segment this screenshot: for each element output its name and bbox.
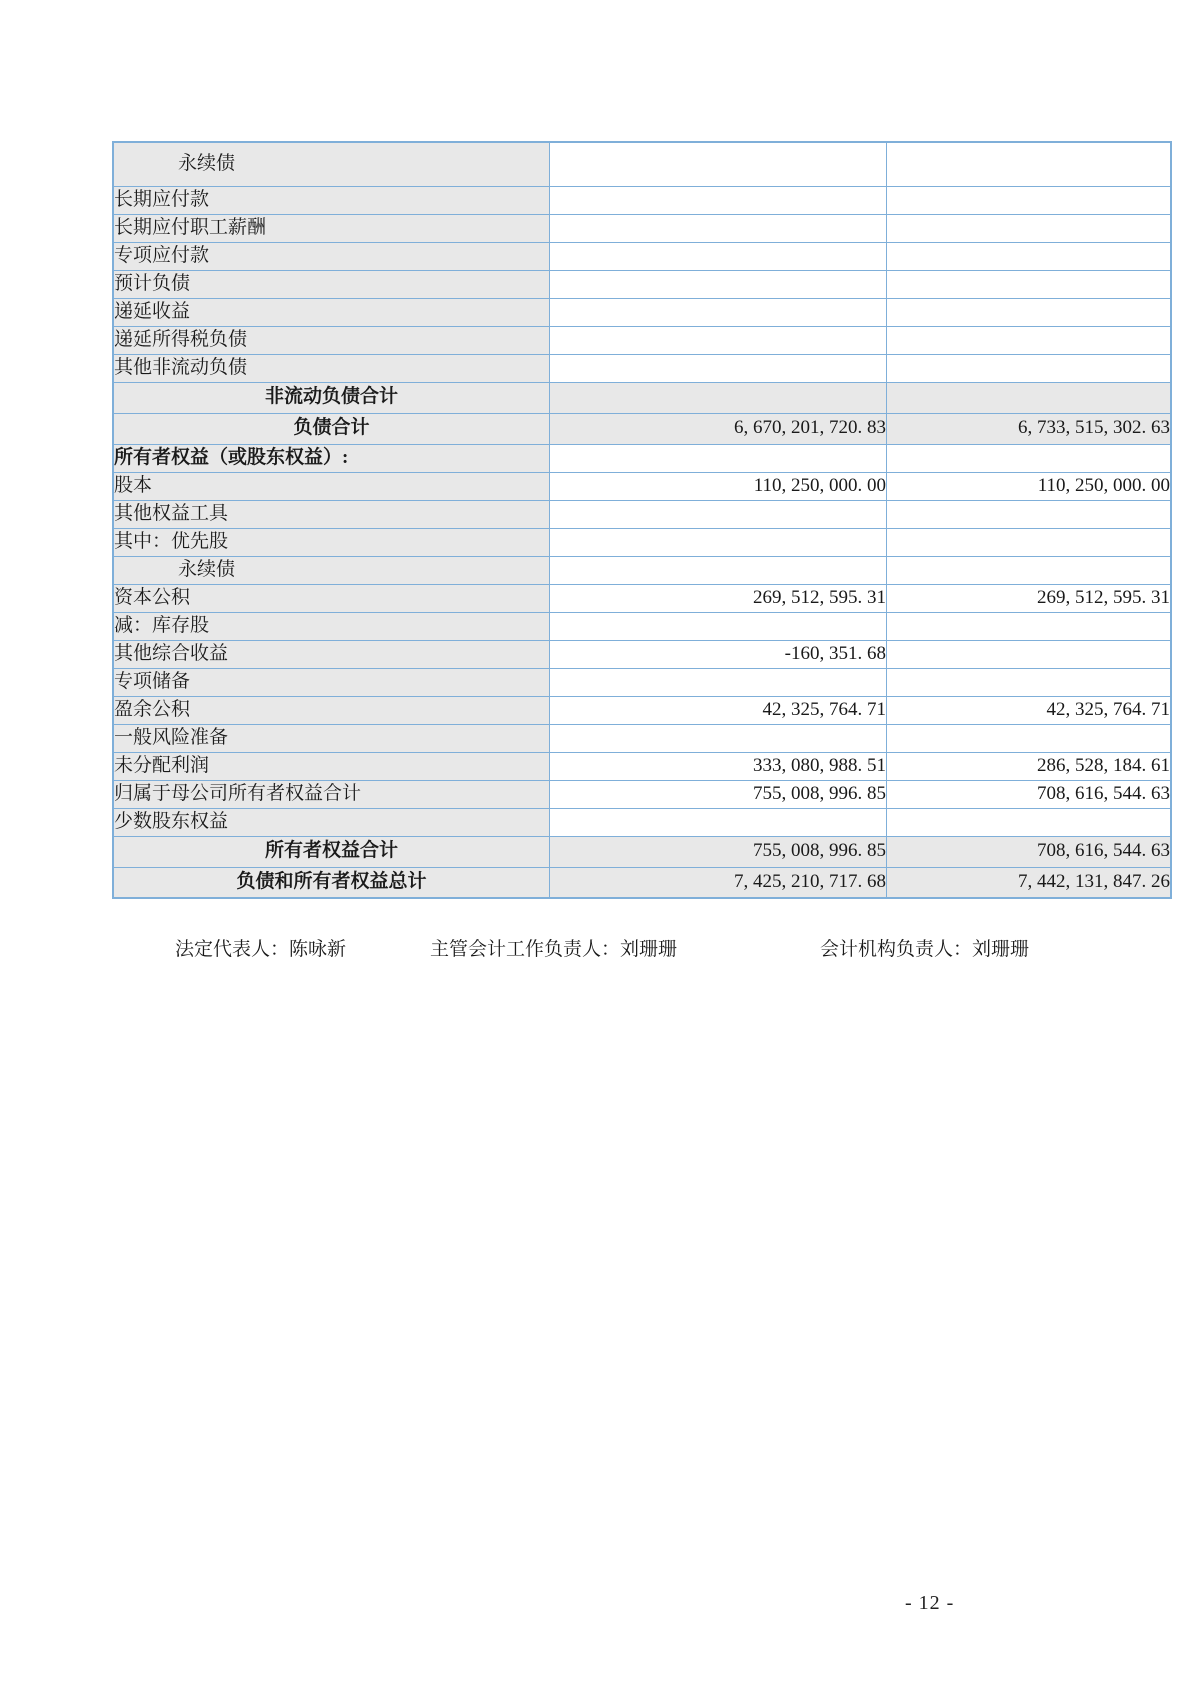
- value-current: [550, 528, 887, 556]
- value-current: [550, 382, 887, 413]
- table-row: [113, 444, 1171, 472]
- value-prior: [887, 724, 1172, 752]
- row-label: 所有者权益（或股东权益）:: [113, 444, 550, 472]
- row-label: 递延收益: [113, 298, 550, 326]
- balance-sheet-table: [112, 141, 1172, 899]
- row-label: 一般风险准备: [113, 724, 550, 752]
- row-label: 资本公积: [113, 584, 550, 612]
- row-label: 其他综合收益: [113, 640, 550, 668]
- value-current: 110, 250, 000. 00: [550, 472, 887, 500]
- table-row: [113, 472, 1171, 500]
- table-row: [113, 724, 1171, 752]
- row-label: 预计负债: [113, 270, 550, 298]
- value-prior: 286, 528, 184. 61: [887, 752, 1172, 780]
- row-label: 归属于母公司所有者权益合计: [113, 780, 550, 808]
- row-label: 专项应付款: [113, 242, 550, 270]
- value-prior: [887, 668, 1172, 696]
- value-current: [550, 500, 887, 528]
- row-label: 所有者权益合计: [113, 836, 550, 867]
- value-prior: 7, 442, 131, 847. 26: [887, 867, 1172, 898]
- value-prior: 708, 616, 544. 63: [887, 836, 1172, 867]
- value-current: 755, 008, 996. 85: [550, 780, 887, 808]
- value-current: [550, 326, 887, 354]
- value-current: -160, 351. 68: [550, 640, 887, 668]
- row-label: 减：库存股: [113, 612, 550, 640]
- value-prior: [887, 444, 1172, 472]
- row-label: 其他权益工具: [113, 500, 550, 528]
- table-row: [113, 668, 1171, 696]
- table-row: [113, 382, 1171, 413]
- value-current: [550, 724, 887, 752]
- row-label: 递延所得税负债: [113, 326, 550, 354]
- table-row: [113, 640, 1171, 668]
- chief-accounting-officer: 主管会计工作负责人：刘珊珊: [430, 939, 678, 960]
- table-row: [113, 142, 1171, 186]
- value-current: [550, 242, 887, 270]
- value-prior: 6, 733, 515, 302. 63: [887, 413, 1172, 444]
- row-label: 长期应付款: [113, 186, 550, 214]
- row-label: 负债合计: [113, 413, 550, 444]
- value-current: 42, 325, 764. 71: [550, 696, 887, 724]
- value-prior: [887, 354, 1172, 382]
- table-row: [113, 612, 1171, 640]
- table-row: [113, 214, 1171, 242]
- value-prior: [887, 612, 1172, 640]
- value-prior: 708, 616, 544. 63: [887, 780, 1172, 808]
- value-prior: [887, 270, 1172, 298]
- value-prior: [887, 326, 1172, 354]
- value-prior: [887, 640, 1172, 668]
- table-row: [113, 270, 1171, 298]
- value-prior: [887, 298, 1172, 326]
- row-label: 少数股东权益: [113, 808, 550, 836]
- table-row: [113, 584, 1171, 612]
- table-row: [113, 326, 1171, 354]
- value-prior: 110, 250, 000. 00: [887, 472, 1172, 500]
- value-prior: 42, 325, 764. 71: [887, 696, 1172, 724]
- row-label: 专项储备: [113, 668, 550, 696]
- value-current: 755, 008, 996. 85: [550, 836, 887, 867]
- row-label: 股本: [113, 472, 550, 500]
- row-label: 长期应付职工薪酬: [113, 214, 550, 242]
- value-current: [550, 808, 887, 836]
- table-row: [113, 354, 1171, 382]
- row-label: 非流动负债合计: [113, 382, 550, 413]
- value-current: 269, 512, 595. 31: [550, 584, 887, 612]
- row-label: 负债和所有者权益总计: [113, 867, 550, 898]
- table-row: [113, 696, 1171, 724]
- value-current: [550, 612, 887, 640]
- table-row: [113, 836, 1171, 867]
- legal-representative: 法定代表人：陈咏新: [175, 939, 347, 960]
- balance-sheet-rows: [113, 142, 1171, 898]
- page-number: - 12 -: [905, 1592, 955, 1614]
- value-current: [550, 444, 887, 472]
- table-row: [113, 556, 1171, 584]
- table-row: [113, 752, 1171, 780]
- row-label: 永续债: [113, 556, 550, 584]
- table-row: [113, 528, 1171, 556]
- value-prior: [887, 556, 1172, 584]
- row-label: 未分配利润: [113, 752, 550, 780]
- value-prior: [887, 808, 1172, 836]
- table-row: [113, 242, 1171, 270]
- table-row: [113, 808, 1171, 836]
- value-current: 6, 670, 201, 720. 83: [550, 413, 887, 444]
- value-current: 7, 425, 210, 717. 68: [550, 867, 887, 898]
- row-label: 永续债: [113, 142, 550, 186]
- signature-line: [0, 934, 1200, 960]
- value-current: [550, 298, 887, 326]
- row-label: 其他非流动负债: [113, 354, 550, 382]
- table-row: [113, 298, 1171, 326]
- table-row: [113, 186, 1171, 214]
- value-current: [550, 186, 887, 214]
- value-current: [550, 214, 887, 242]
- table-row: [113, 867, 1171, 898]
- accounting-department-head: 会计机构负责人：刘珊珊: [820, 939, 1030, 960]
- value-prior: 269, 512, 595. 31: [887, 584, 1172, 612]
- value-prior: [887, 500, 1172, 528]
- value-current: [550, 556, 887, 584]
- value-current: [550, 142, 887, 186]
- value-current: [550, 354, 887, 382]
- value-prior: [887, 142, 1172, 186]
- value-prior: [887, 528, 1172, 556]
- value-current: [550, 668, 887, 696]
- value-prior: [887, 214, 1172, 242]
- table-row: [113, 500, 1171, 528]
- value-prior: [887, 382, 1172, 413]
- table-row: [113, 413, 1171, 444]
- value-current: 333, 080, 988. 51: [550, 752, 887, 780]
- table-row: [113, 780, 1171, 808]
- value-prior: [887, 242, 1172, 270]
- value-prior: [887, 186, 1172, 214]
- value-current: [550, 270, 887, 298]
- row-label: 盈余公积: [113, 696, 550, 724]
- row-label: 其中：优先股: [113, 528, 550, 556]
